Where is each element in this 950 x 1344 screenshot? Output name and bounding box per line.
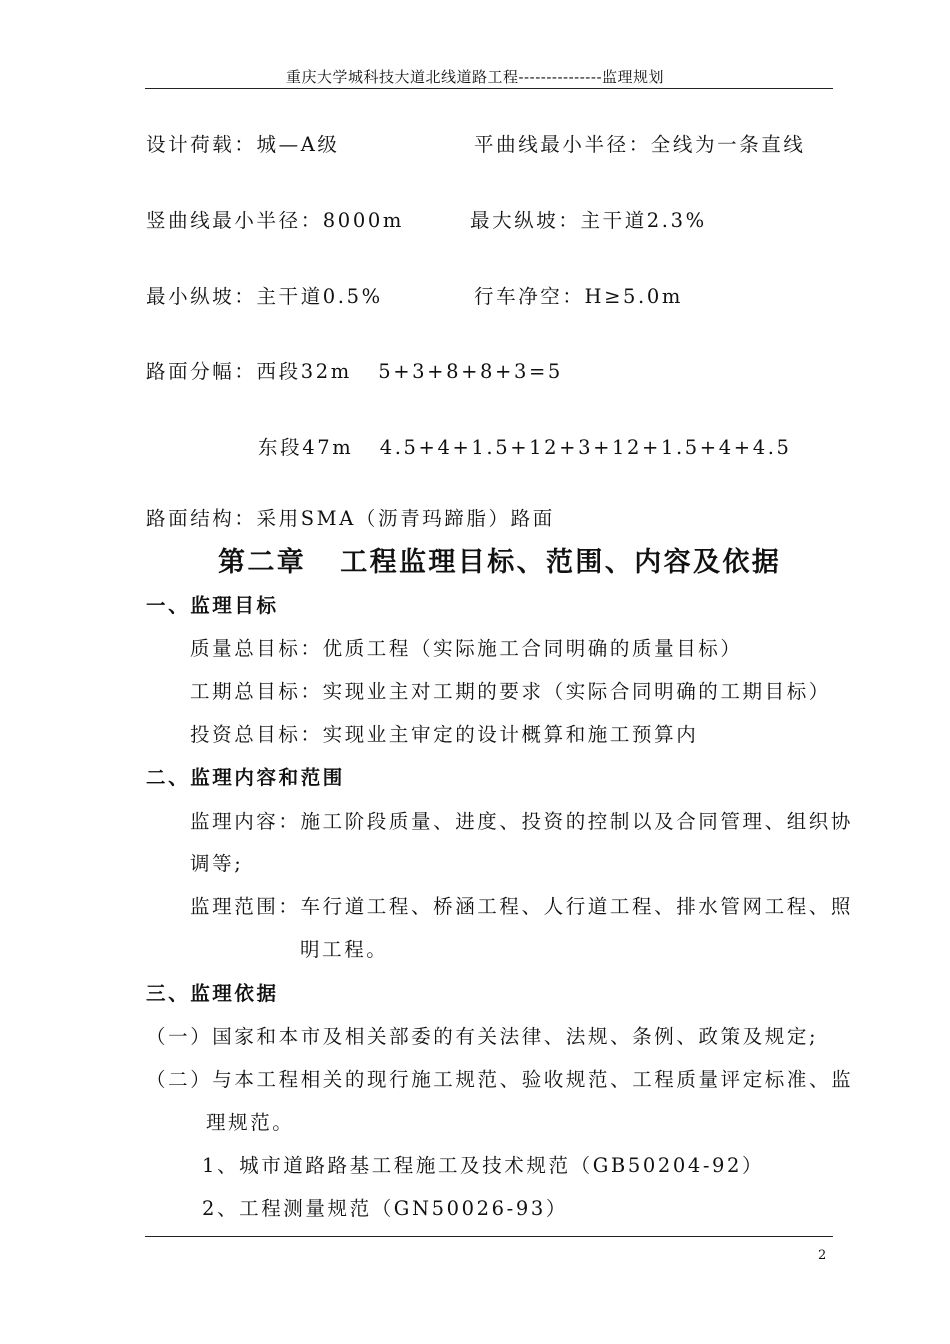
basis-1: （一）国家和本市及相关部委的有关法律、法规、条例、政策及规定; <box>146 1025 819 1048</box>
content-line-1: 监理内容：施工阶段质量、进度、投资的控制以及合同管理、组织协 <box>190 810 854 833</box>
standard-item: 1、城市道路路基工程施工及技术规范（GB50204-92） <box>202 1154 765 1177</box>
goal-investment: 投资总目标：实现业主审定的设计概算和施工预算内 <box>190 723 699 746</box>
page-header: 重庆大学城科技大道北线道路工程---------------监理规划 <box>285 68 665 86</box>
spec-clearance: 行车净空：H≥5.0m <box>474 285 683 308</box>
goal-schedule: 工期总目标：实现业主对工期的要求（实际合同明确的工期目标） <box>190 680 831 703</box>
footer-rule <box>145 1236 833 1237</box>
chapter-number: 第二章 <box>218 547 307 578</box>
spec-min-radius-horizontal: 平曲线最小半径：全线为一条直线 <box>474 133 806 156</box>
scope-line-2: 明工程。 <box>300 938 389 961</box>
scope-line-1: 监理范围：车行道工程、桥涵工程、人行道工程、排水管网工程、照 <box>190 895 854 918</box>
spec-min-grade: 最小纵坡：主干道0.5% <box>146 285 383 308</box>
spec-structure: 路面结构：采用SMA（沥青玛蹄脂）路面 <box>146 507 555 530</box>
content-line-2: 调等; <box>190 852 244 875</box>
page-number: 2 <box>818 1248 827 1263</box>
spec-width-east: 东段47m 4.5+4+1.5+12+3+12+1.5+4+4.5 <box>258 436 792 459</box>
standard-item: 2、工程测量规范（GN50026-93） <box>202 1197 568 1220</box>
basis-2-line-1: （二）与本工程相关的现行施工规范、验收规范、工程质量评定标准、监 <box>146 1068 854 1091</box>
spec-min-radius-vertical: 竖曲线最小半径：8000m <box>146 209 404 232</box>
chapter-heading <box>218 540 781 579</box>
goal-quality: 质量总目标：优质工程（实际施工合同明确的质量目标） <box>190 637 743 660</box>
spec-design-load: 设计荷载：城—A级 <box>146 133 340 156</box>
chapter-title: 工程监理目标、范围、内容及依据 <box>340 547 782 578</box>
spec-width-west: 路面分幅：西段32m 5+3+8+8+3=5 <box>146 360 563 383</box>
section-2-heading: 二、监理内容和范围 <box>146 766 345 789</box>
spec-max-grade: 最大纵坡：主干道2.3% <box>470 209 707 232</box>
section-1-heading: 一、监理目标 <box>146 594 279 617</box>
section-3-heading: 三、监理依据 <box>146 982 279 1005</box>
basis-2-line-2: 理规范。 <box>206 1111 295 1134</box>
header-rule <box>145 88 833 89</box>
